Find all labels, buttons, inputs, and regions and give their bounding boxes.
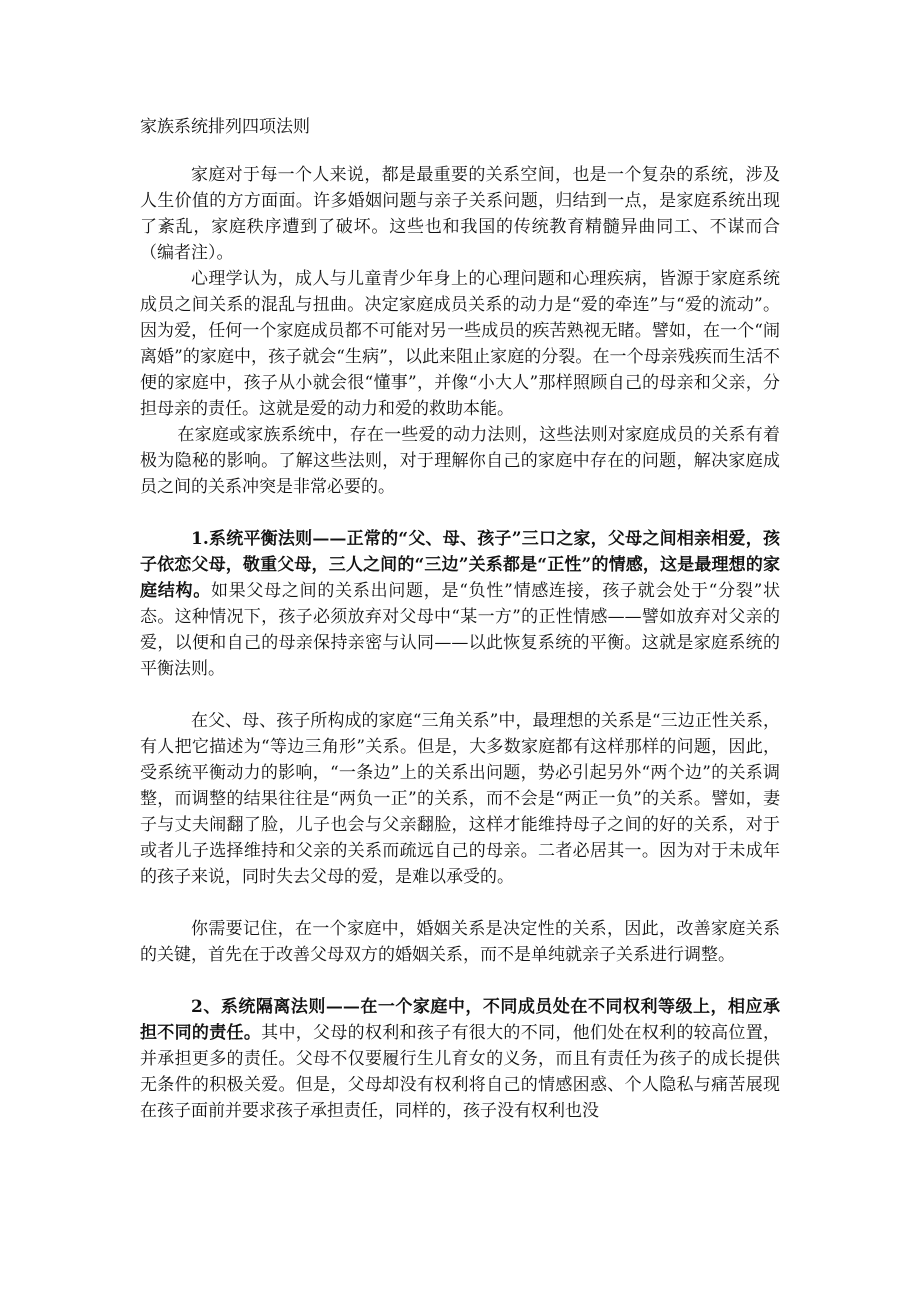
document-page	[140, 112, 780, 1124]
intro-paragraph-1: 家庭对于每一个人来说，都是最重要的关系空间，也是一个复杂的系统，涉及人生价值的方方面面。许多婚姻问题与亲子关系问题，归结到一点，是家庭系统出现了紊乱，家庭秩序遭到了破坏。这些也和我国的传统教育精髓异曲同工、不谋而合（编者注）。	[140, 165, 780, 263]
intro-paragraph-3: 在家庭或家族系统中，存在一些爱的动力法则，这些法则对家庭成员的关系有着极为隐秘的影响。了解这些法则，对于理解你自己的家庭中存在的问题，解决家庭成员之间的关系冲突是非常必要的。	[140, 425, 780, 497]
rule-1-heading: 1.系统平衡法则——正常的“父、母、孩子”三口之家，父母之间相亲相爱，孩子依恋父母，敬重父母，三人之间的“三边”关系都是“正性”的情感，这是最理想的家庭结构。	[140, 529, 780, 601]
document-title: 家族系统排列四项法则	[140, 117, 310, 137]
rule-2-paragraph	[140, 994, 780, 1124]
rule-2-heading: 2、系统隔离法则——在一个家庭中，不同成员处在不同权利等级上，相应承担不同的责任。	[140, 997, 780, 1043]
rule-2-body: 其中，父母的权利和孩子有很大的不同，他们处在权利的较高位置，并承担更多的责任。父母不仅要履行生儿育女的义务，而且有责任为孩子的成长提供无条件的积极关爱。但是，父母却没有权利将自己的情感困惑、个人隐私与痛苦展现在孩子面前并要求孩子承担责任，同样的，孩子没有权利也没	[140, 1023, 781, 1121]
rule-1-body: 如果父母之间的关系出问题，是“负性”情感连接，孩子就会处于“分裂”状态。这种情况下，孩子必须放弃对父母中“某一方”的正性情感——譬如放弃对父亲的爱，以便和自己的母亲保持亲密与认同——以此恢复系统的平衡。这就是家庭系统的平衡法则。	[140, 581, 781, 679]
rule-1-paragraph-3: 你需要记住，在一个家庭中，婚姻关系是决定性的关系，因此，改善家庭关系的关键，首先在于改善父母双方的婚姻关系，而不是单纯就亲子关系进行调整。	[140, 919, 780, 965]
rule-1-paragraph-2: 在父、母、孩子所构成的家庭“三角关系”中，最理想的关系是“三边正性关系，有人把它描述为“等边三角形”关系。但是，大多数家庭都有这样那样的问题，因此，受系统平衡动力的影响，“一条边”上的关系出问题，势必引起另外“两个边”的关系调整，而调整的结果往往是“两负一正”的关系，而不会是“两正一负”的关系。譬如，妻子与丈夫闹翻了脸，儿子也会与父亲翻脸，这样才能维持母子之间的好的关系，对于或者儿子选择维持和父亲的关系而疏远自己的母亲。二者必居其一。因为对于未成年的孩子来说，同时失去父母的爱，是难以承受的。	[140, 711, 780, 887]
intro-paragraph-2: 心理学认为，成人与儿童青少年身上的心理问题和心理疾病，皆源于家庭系统成员之间关系的混乱与扭曲。决定家庭成员关系的动力是“爱的牵连”与“爱的流动”。因为爱，任何一个家庭成员都不可能对另一些成员的疾苦熟视无睹。譬如，在一个“闹离婚”的家庭中，孩子就会“生病”，以此来阻止家庭的分裂。在一个母亲残疾而生活不便的家庭中，孩子从小就会很“懂事”，并像“小大人”那样照顾自己的母亲和父亲，分担母亲的责任。这就是爱的动力和爱的救助本能。	[140, 269, 780, 419]
rule-1-paragraph	[140, 526, 780, 682]
